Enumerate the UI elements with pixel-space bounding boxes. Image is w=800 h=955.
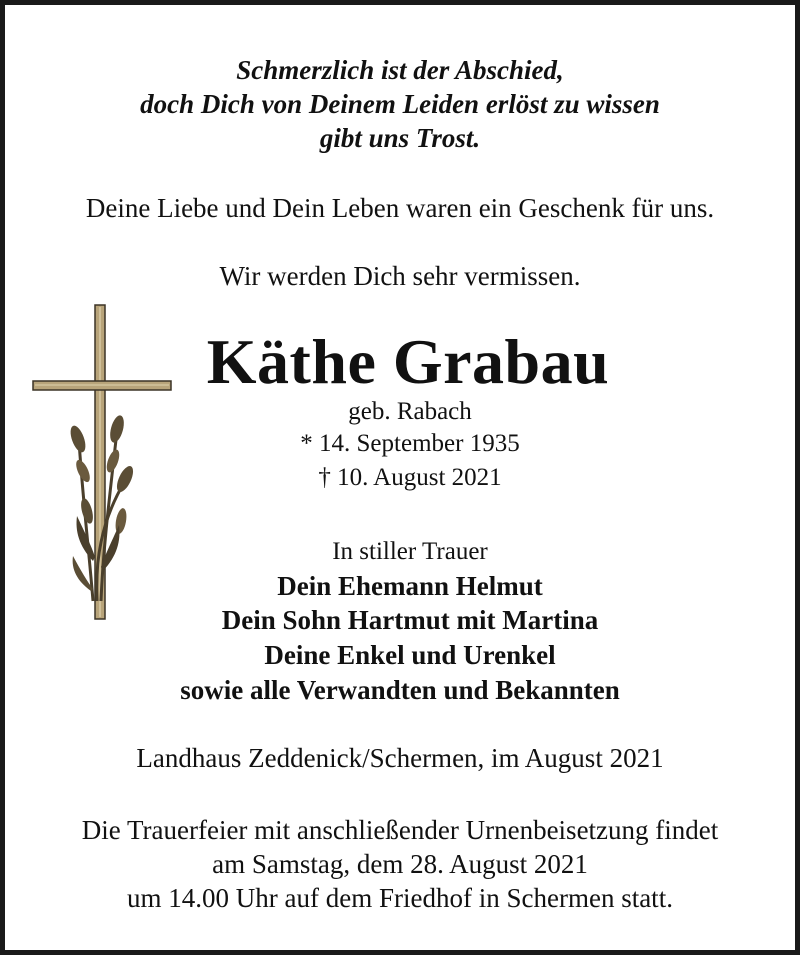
maiden-name: geb. Rabach xyxy=(348,398,472,425)
birth-date: * 14. September 1935 xyxy=(300,430,520,457)
miss-text: Wir werden Dich sehr vermissen. xyxy=(219,261,581,291)
mourner-husband: Dein Ehemann Helmut xyxy=(277,571,543,601)
verse-line-3: gibt uns Trost. xyxy=(319,123,481,153)
mourners-intro: In stiller Trauer xyxy=(332,538,488,565)
service-line-2: am Samstag, dem 28. August 2021 xyxy=(212,849,588,879)
mourner-grandchildren: Deine Enkel und Urenkel xyxy=(264,640,556,670)
mourner-relatives: sowie alle Verwandten und Bekannten xyxy=(180,675,620,705)
service-line-3: um 14.00 Uhr auf dem Friedhof in Schermen statt. xyxy=(127,883,673,913)
verse-line-1: Schmerzlich ist der Abschied, xyxy=(236,55,564,85)
place-date: Landhaus Zeddenick/Schermen, im August 2021 xyxy=(136,743,664,773)
service-line-1: Die Trauerfeier mit anschließender Urnenbeisetzung findet xyxy=(81,815,719,845)
tribute-text: Deine Liebe und Dein Leben waren ein Geschenk für uns. xyxy=(85,193,715,223)
death-date: † 10. August 2021 xyxy=(318,464,502,491)
deceased-name: Käthe Grabau xyxy=(206,326,610,397)
mourner-son: Dein Sohn Hartmut mit Martina xyxy=(221,605,599,635)
verse-line-2: doch Dich von Deinem Leiden erlöst zu wissen xyxy=(140,89,660,119)
